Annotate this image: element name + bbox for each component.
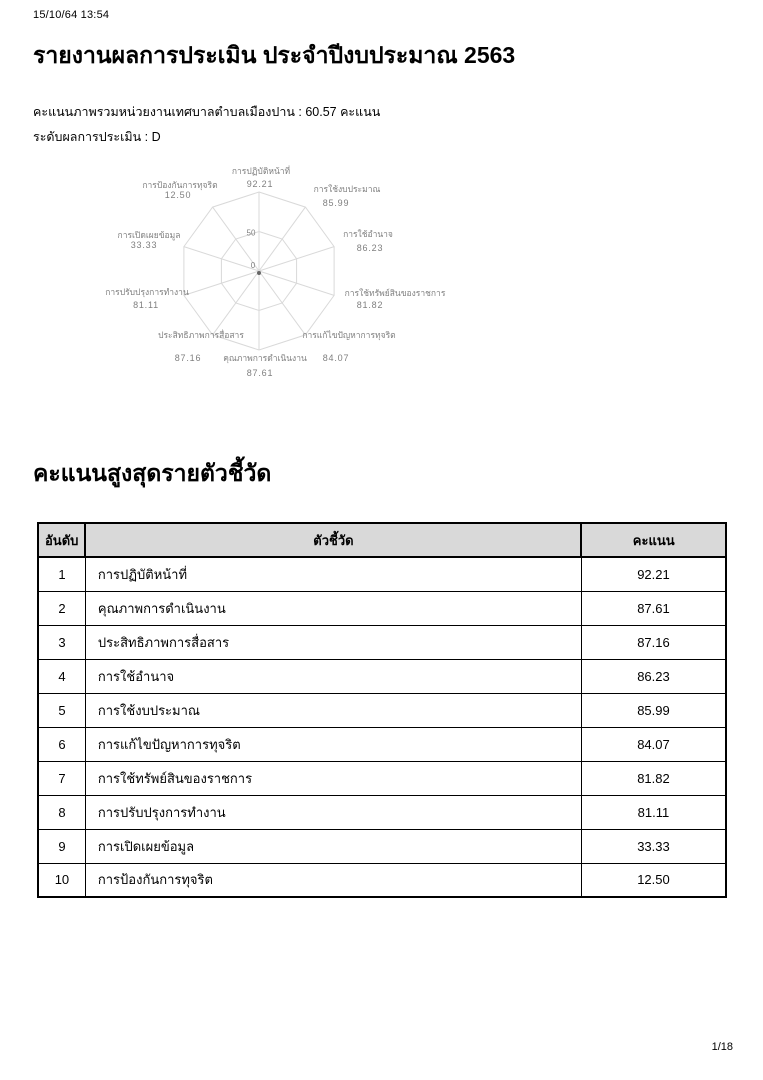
score-table-body [38, 557, 726, 897]
indicator-cell: การเปิดเผยข้อมูล [85, 829, 581, 863]
radar-axis-label: การใช้ทรัพย์สินของราชการ [344, 288, 446, 298]
radar-center-dot [257, 271, 261, 275]
score-cell: 84.07 [581, 727, 726, 761]
rank-cell: 9 [38, 829, 85, 863]
rank-cell: 8 [38, 795, 85, 829]
print-timestamp: 15/10/64 13:54 [33, 9, 110, 21]
score-cell: 86.23 [581, 659, 726, 693]
table-row [38, 625, 726, 659]
radar-spoke [259, 271, 305, 335]
page-title: รายงานผลการประเมิน ประจำปีงบประมาณ 2563 [33, 42, 516, 68]
rank-cell: 10 [38, 863, 85, 897]
radar-axis-label: ประสิทธิภาพการสื่อสาร [158, 330, 244, 340]
indicator-cell: การใช้อำนาจ [85, 659, 581, 693]
indicator-cell: การปฏิบัติหน้าที่ [85, 557, 581, 591]
column-header-2: คะแนน [581, 523, 726, 557]
rank-cell: 3 [38, 625, 85, 659]
score-cell: 12.50 [581, 863, 726, 897]
score-cell: 81.11 [581, 795, 726, 829]
radar-axis-label: การเปิดเผยข้อมูล [117, 230, 181, 240]
table-row [38, 863, 726, 897]
overall-score-line: คะแนนภาพรวมหน่วยงานเทศบาลตำบลเมืองปาน : 60.57 คะแนน [33, 105, 381, 119]
radar-chart-svg [85, 160, 645, 400]
table-row [38, 795, 726, 829]
table-row [38, 659, 726, 693]
rank-cell: 2 [38, 591, 85, 625]
table-row [38, 829, 726, 863]
score-cell: 33.33 [581, 829, 726, 863]
section-heading: คะแนนสูงสุดรายตัวชี้วัด [33, 460, 272, 486]
score-cell: 87.61 [581, 591, 726, 625]
radar-axis-value: 92.21 [246, 179, 274, 189]
score-cell: 81.82 [581, 761, 726, 795]
radar-axis-value: 85.99 [322, 198, 350, 208]
table-row [38, 761, 726, 795]
rank-cell: 6 [38, 727, 85, 761]
rank-cell: 1 [38, 557, 85, 591]
score-cell: 92.21 [581, 557, 726, 591]
indicator-cell: ประสิทธิภาพการสื่อสาร [85, 625, 581, 659]
radar-axis-label: การปรับปรุงการทำงาน [105, 287, 189, 297]
radar-axis-value: 87.61 [246, 368, 274, 378]
indicator-cell: คุณภาพการดำเนินงาน [85, 591, 581, 625]
radar-axis-label: การใช้งบประมาณ [313, 184, 381, 194]
radar-axis-value: 81.11 [133, 300, 159, 310]
indicator-cell: การใช้งบประมาณ [85, 693, 581, 727]
radar-spoke [213, 271, 259, 335]
rating-level-line: ระดับผลการประเมิน : D [33, 130, 161, 144]
radar-axis-value: 84.07 [322, 353, 350, 363]
indicator-cell: การปรับปรุงการทำงาน [85, 795, 581, 829]
radar-axis-label: การปฏิบัติหน้าที่ [231, 166, 291, 176]
radar-tick-0: 0 [250, 261, 256, 270]
rank-cell: 7 [38, 761, 85, 795]
page-number: 1/18 [711, 1041, 733, 1053]
radar-axis-value: 12.50 [164, 190, 192, 200]
table-row [38, 727, 726, 761]
radar-axis-value: 81.82 [356, 300, 384, 310]
table-row [38, 557, 726, 591]
radar-axis-value: 33.33 [130, 240, 158, 250]
radar-axis-value: 86.23 [356, 243, 384, 253]
indicator-cell: การใช้ทรัพย์สินของราชการ [85, 761, 581, 795]
radar-chart [85, 160, 645, 400]
radar-spoke [259, 207, 305, 271]
radar-axis-label: การแก้ไขปัญหาการทุจริต [302, 330, 396, 340]
column-header-0: อันดับ [38, 523, 85, 557]
radar-tick-50: 50 [246, 228, 256, 238]
rank-cell: 4 [38, 659, 85, 693]
column-header-1: ตัวชี้วัด [85, 523, 581, 557]
table-row [38, 591, 726, 625]
score-cell: 85.99 [581, 693, 726, 727]
radar-axis-label: คุณภาพการดำเนินงาน [223, 353, 307, 363]
indicator-cell: การป้องกันการทุจริต [85, 863, 581, 897]
rank-cell: 5 [38, 693, 85, 727]
radar-axis-label: การป้องกันการทุจริต [142, 180, 218, 190]
radar-axis-label: การใช้อำนาจ [343, 229, 393, 239]
radar-axis-value: 87.16 [174, 353, 202, 363]
table-row [38, 693, 726, 727]
score-cell: 87.16 [581, 625, 726, 659]
indicator-cell: การแก้ไขปัญหาการทุจริต [85, 727, 581, 761]
score-table-header [38, 523, 726, 557]
score-table [37, 522, 727, 898]
